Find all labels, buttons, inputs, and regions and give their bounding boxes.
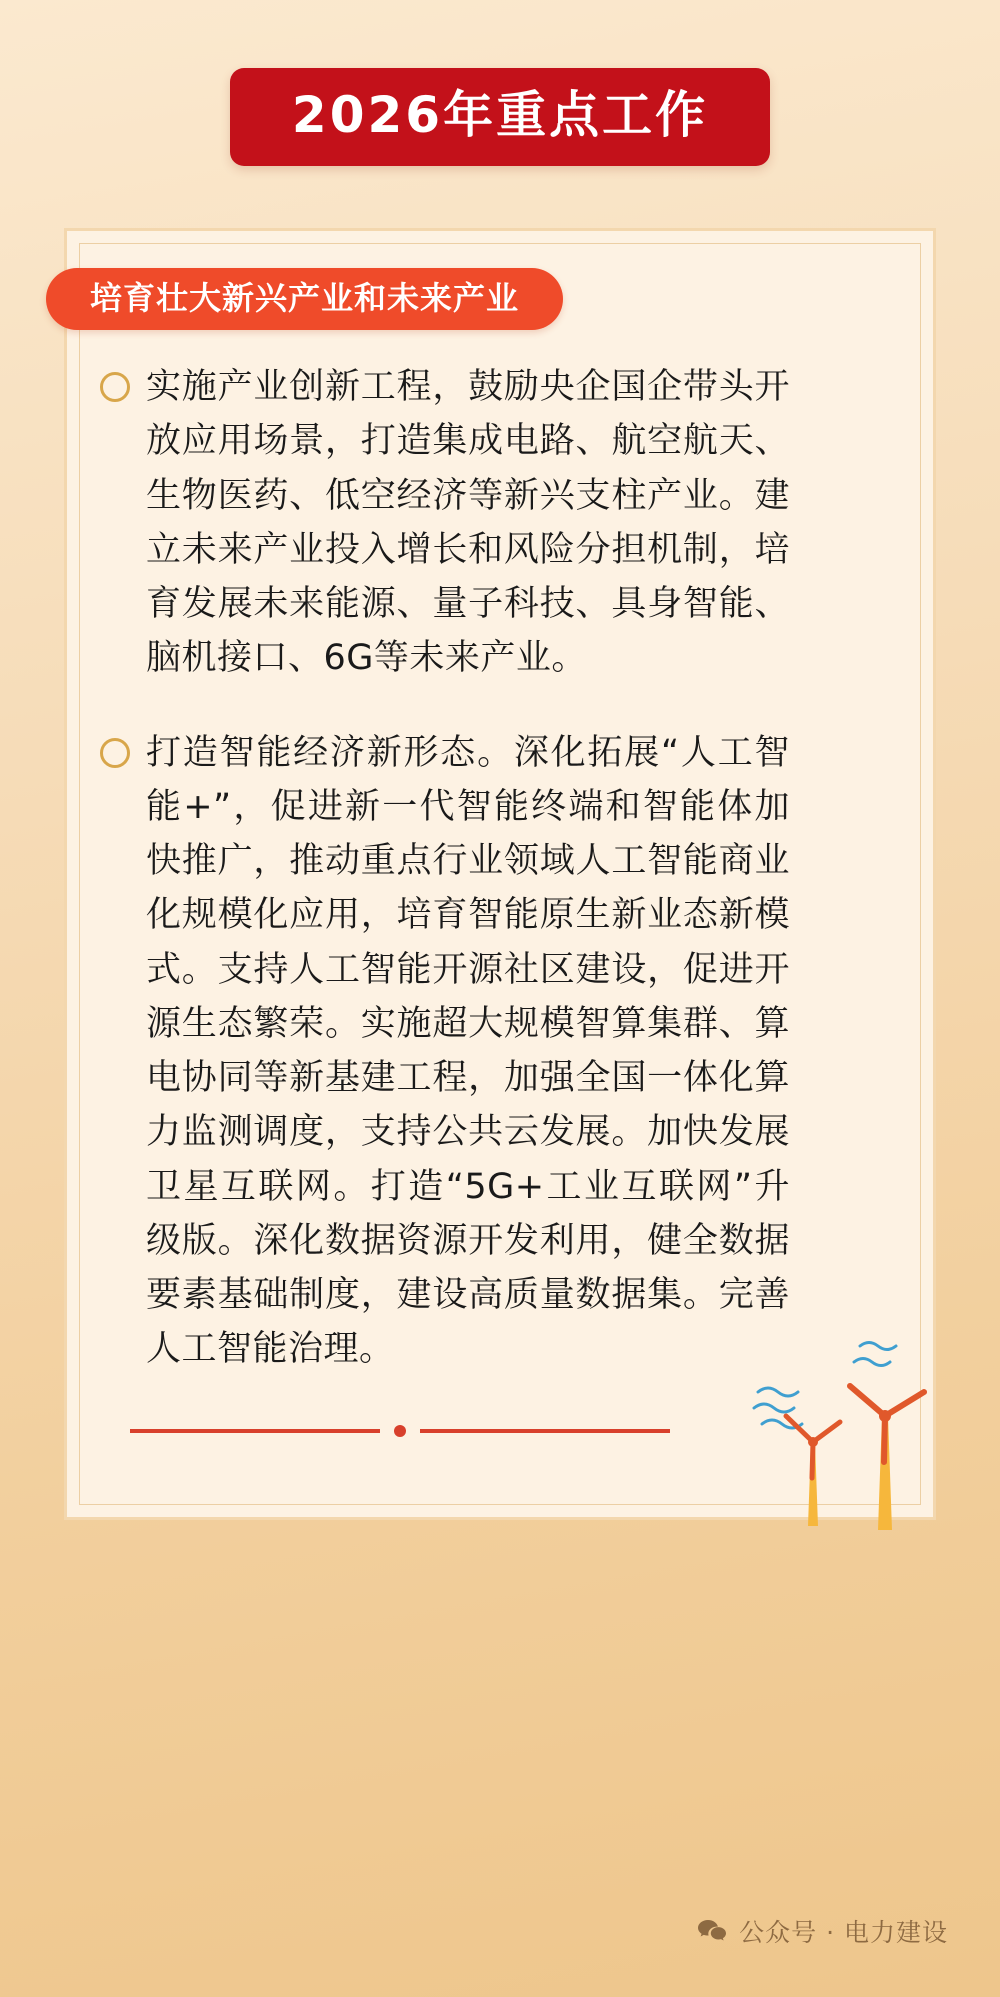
bullet-paragraph: 实施产业创新工程，鼓励央企国企带头开放应用场景，打造集成电路、航空航天、生物医药、低空经济等新兴支柱产业。建立未来产业投入增长和风险分担机制，培育发展未来能源、量子科技、具身智能、脑机接口、6G等未来产业。 — [146, 367, 790, 679]
section-title: 培育壮大新兴产业和未来产业 — [90, 280, 520, 316]
footer — [697, 1913, 948, 1949]
title-banner — [230, 68, 770, 166]
divider — [130, 1425, 670, 1437]
wechat-icon — [697, 1918, 727, 1944]
wind-turbines-illustration — [752, 1330, 952, 1550]
footer-label: 公众号 · 电力建设 — [739, 1918, 948, 1947]
circle-bullet-icon — [100, 738, 130, 768]
divider-line-left — [130, 1429, 380, 1433]
section-header-pill — [46, 268, 563, 330]
list-item — [100, 360, 790, 686]
list-item — [100, 726, 790, 1377]
bullet-paragraph: 打造智能经济新形态。深化拓展“人工智能+”，促进新一代智能终端和智能体加快推广，推动重点行业领域人工智能商业化规模化应用，培育智能原生新业态新模式。支持人工智能开源社区建设，促进开源生态繁荣。实施超大规模智算集群、算电协同等新基建工程，加强全国一体化算力监测调度，支持公共云发展。加快发展卫星互联网。打造“5G+工业互联网”升级版。深化数据资源开发利用，健全数据要素基础制度，建设高质量数据集。完善人工智能治理。 — [146, 732, 790, 1370]
circle-bullet-icon — [100, 372, 130, 402]
divider-line-right — [420, 1429, 670, 1433]
title-banner-container — [0, 68, 1000, 166]
bullet-list — [100, 360, 790, 1417]
divider-dot — [394, 1425, 406, 1437]
page-title: 2026年重点工作 — [291, 86, 709, 144]
